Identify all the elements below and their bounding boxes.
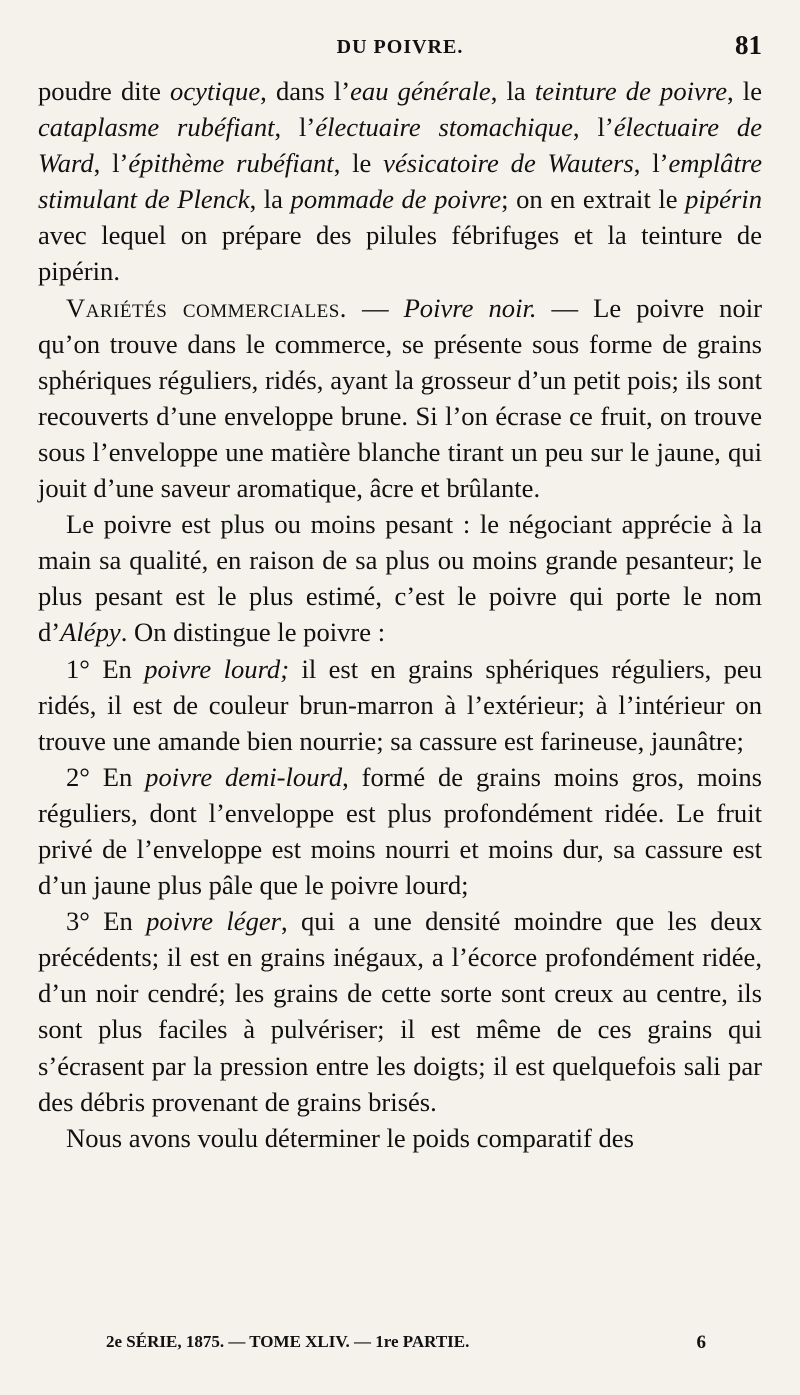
text-run: , l’ bbox=[274, 112, 316, 143]
text-run: Nous avons voulu déterminer le poids comparatif des bbox=[66, 1122, 634, 1153]
italic-text: teinture de poivre bbox=[534, 76, 727, 106]
italic-text: poivre lourd; bbox=[144, 653, 290, 684]
italic-text: ocytique bbox=[170, 76, 261, 106]
text-run: , le bbox=[727, 76, 763, 106]
text-run: — bbox=[346, 292, 404, 323]
italic-text: cataplasme rubéfiant bbox=[38, 112, 275, 143]
text-run: Le poivre est plus ou moins pesant : le négociant apprécie à la main sa qualité, en raison de sa plus ou moins grande pesanteur; le plus pesant est le plus estimé, c’est le poivre qui porte le nom d’ bbox=[38, 509, 762, 648]
text-run: , formé de grains moins gros, moins réguliers, dont l’enveloppe est plus profondément ridée. Le fruit privé de l’enveloppe est moins nourri et moins dur, sa cassure est d’un jaune plus pâle que le poivre lourd; bbox=[38, 761, 762, 901]
footer-series-line: 2e SÉRIE, 1875. — TOME XLIV. — 1re PARTIE. bbox=[106, 1332, 470, 1351]
italic-text: Alépy bbox=[60, 617, 121, 648]
italic-text: pipérin bbox=[685, 184, 762, 215]
paragraph bbox=[38, 759, 762, 903]
text-body bbox=[38, 73, 762, 1156]
text-run: . On distingue le poivre : bbox=[120, 617, 386, 648]
paragraph bbox=[38, 1120, 762, 1156]
italic-text: eau générale bbox=[350, 76, 491, 106]
page-number: 81 bbox=[735, 30, 762, 60]
italic-text: vésicatoire de Wauters bbox=[383, 148, 634, 179]
section-heading: Variétés commerciales. bbox=[66, 292, 347, 323]
text-run: 1° En bbox=[66, 653, 145, 684]
text-run: 2° En bbox=[66, 761, 146, 792]
text-run: , l’ bbox=[633, 148, 669, 179]
text-run: , dans l’ bbox=[260, 76, 351, 106]
running-head bbox=[38, 30, 762, 70]
text-run: , la bbox=[249, 184, 291, 215]
text-run: , le bbox=[333, 148, 384, 179]
page-footer bbox=[38, 1332, 762, 1362]
text-run: il est en grains sphériques réguliers, peu ridés, il est de couleur brun-marron à l’extérieur; à l’intérieur on trouve une amande bien nourrie; sa cassure est farineuse, jaunâtre; bbox=[38, 653, 762, 756]
text-run: , l’ bbox=[93, 148, 129, 179]
text-run: poudre dite bbox=[38, 76, 171, 106]
paragraph bbox=[38, 903, 762, 1120]
text-run: avec lequel on prépare des pilules fébrifuges et la teinture de pipérin. bbox=[38, 220, 762, 287]
text-run: , qui a une densité moindre que les deux précédents; il est en grains inégaux, a l’écorce profondément ridée, d’un noir cendré; les grains de cette sorte sont creux au centre, ils sont plus faciles à pulvériser; il est même de ces grains qui s’écrasent par la pression entre les doigts; il est quelquefois sali par des débris provenant de grains brisés. bbox=[38, 906, 762, 1117]
text-run: ; on en extrait le bbox=[501, 184, 686, 215]
footer-signature-mark: 6 bbox=[696, 1332, 706, 1353]
paragraph bbox=[38, 651, 762, 759]
italic-text: Poivre noir. bbox=[403, 292, 537, 323]
italic-text: épithème rubéfiant bbox=[128, 148, 334, 179]
running-title: DU POIVRE. bbox=[336, 36, 464, 58]
paragraph bbox=[38, 506, 762, 650]
text-run: — Le poivre noir qu’on trouve dans le commerce, se présente sous forme de grains sphériques réguliers, ridés, ayant la grosseur d’un petit pois; ils sont recouverts d’une enveloppe brune. Si l’on écrase ce fruit, on trouve sous l’enveloppe une matière blanche tirant un peu sur le jaune, qui jouit d’une saveur aromatique, âcre et brûlante. bbox=[38, 292, 762, 504]
italic-text: emplâtre stimulant de Plenck bbox=[38, 148, 763, 215]
text-run: 3° En bbox=[66, 906, 147, 937]
italic-text: pommade de poivre bbox=[290, 184, 502, 215]
paragraph bbox=[38, 73, 762, 290]
italic-text: électuaire de Ward bbox=[38, 112, 762, 179]
text-run: , l’ bbox=[572, 112, 614, 143]
italic-text: électuaire stomachique bbox=[315, 112, 573, 143]
paragraph bbox=[38, 290, 762, 507]
italic-text: poivre léger bbox=[146, 906, 282, 937]
italic-text: poivre demi-lourd bbox=[145, 761, 343, 792]
text-run: , la bbox=[490, 76, 535, 106]
